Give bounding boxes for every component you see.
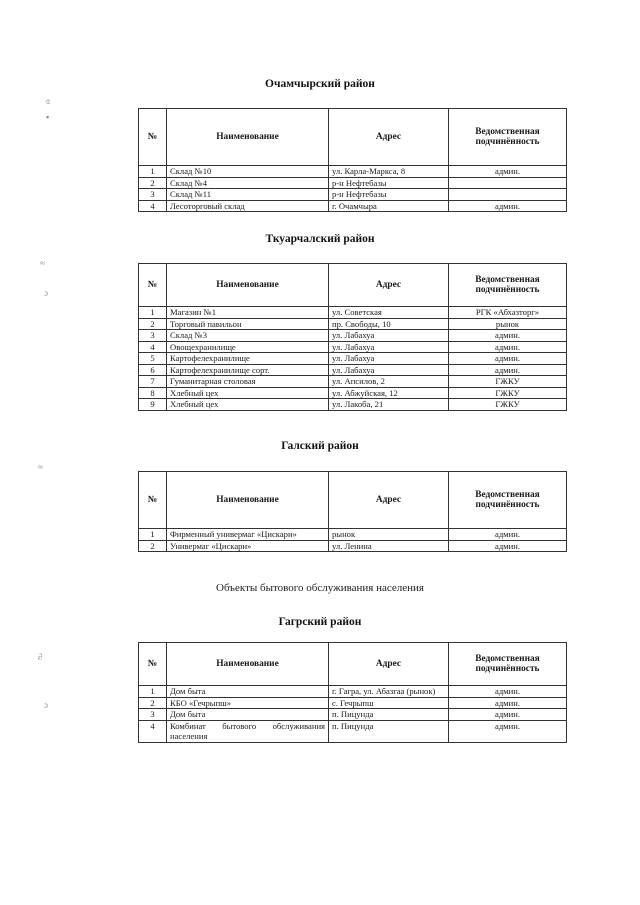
cell-num: 1 xyxy=(139,307,167,319)
cell-address: ул. Абжуйская, 12 xyxy=(329,387,449,399)
cell-name: Комбинат бытового обслуживания населения xyxy=(167,720,329,742)
table-row xyxy=(139,529,567,541)
table-row xyxy=(139,341,567,353)
cell-num: 4 xyxy=(139,341,167,353)
cell-dept: админ. xyxy=(449,200,567,212)
cell-name: Склад №3 xyxy=(167,330,329,342)
cell-num: 2 xyxy=(139,697,167,709)
cell-name: Склад №4 xyxy=(167,177,329,189)
section-title: Гагрский район xyxy=(278,616,362,628)
cell-num: 9 xyxy=(139,399,167,411)
col-dept-header: Ведомственная подчинённость xyxy=(449,109,567,166)
col-num-header: № xyxy=(139,643,167,686)
cell-address: ул. Карла-Маркса, 8 xyxy=(329,166,449,178)
scan-mark: ɞ xyxy=(46,96,50,106)
table-header-row xyxy=(139,109,567,166)
table-row xyxy=(139,686,567,698)
scan-mark: ∂ xyxy=(38,652,43,662)
section-table xyxy=(138,108,567,212)
cell-dept: админ. xyxy=(449,166,567,178)
cell-dept xyxy=(449,189,567,201)
cell-dept: админ. xyxy=(449,364,567,376)
col-num-header: № xyxy=(139,264,167,307)
cell-address: ул. Апсилов, 2 xyxy=(329,376,449,388)
cell-name: Фирменный универмаг «Цискари» xyxy=(167,529,329,541)
cell-dept xyxy=(449,177,567,189)
cell-name: Магазин №1 xyxy=(167,307,329,319)
cell-address: ул. Лабахуа xyxy=(329,341,449,353)
table-row xyxy=(139,540,567,552)
cell-address: п. Пицунда xyxy=(329,709,449,721)
col-num-header: № xyxy=(139,472,167,529)
table-row xyxy=(139,709,567,721)
cell-num: 3 xyxy=(139,330,167,342)
table-header-row xyxy=(139,643,567,686)
scan-mark: ɔ xyxy=(44,700,48,710)
table-row xyxy=(139,330,567,342)
table-row xyxy=(139,399,567,411)
table-row xyxy=(139,353,567,365)
cell-num: 6 xyxy=(139,364,167,376)
cell-dept: админ. xyxy=(449,353,567,365)
table-row xyxy=(139,364,567,376)
cell-dept: рынок xyxy=(449,318,567,330)
table-row xyxy=(139,697,567,709)
cell-name: Гуманитарная столовая xyxy=(167,376,329,388)
cell-address: ул. Лабахуа xyxy=(329,353,449,365)
cell-dept: админ. xyxy=(449,697,567,709)
cell-name: Хлебный цех xyxy=(167,387,329,399)
table-row xyxy=(139,387,567,399)
scan-mark: ≈ xyxy=(38,462,43,472)
cell-address: р-н Нефтебазы xyxy=(329,189,449,201)
cell-num: 7 xyxy=(139,376,167,388)
col-dept-header: Ведомственная подчинённость xyxy=(449,643,567,686)
cell-num: 8 xyxy=(139,387,167,399)
table-row xyxy=(139,720,567,742)
cell-num: 4 xyxy=(139,200,167,212)
cell-dept: админ. xyxy=(449,540,567,552)
cell-dept: админ. xyxy=(449,529,567,541)
section-subtitle: Объекты бытового обслуживания населения xyxy=(216,582,424,594)
cell-address: пр. Свободы, 10 xyxy=(329,318,449,330)
cell-name: Хлебный цех xyxy=(167,399,329,411)
cell-dept: ГЖКУ xyxy=(449,387,567,399)
col-address-header: Адрес xyxy=(329,472,449,529)
cell-name: Картофелехранилище xyxy=(167,353,329,365)
cell-address: ул. Ленина xyxy=(329,540,449,552)
cell-address: ул. Советская xyxy=(329,307,449,319)
col-dept-header: Ведомственная подчинённость xyxy=(449,264,567,307)
table-row xyxy=(139,200,567,212)
cell-num: 4 xyxy=(139,720,167,742)
cell-num: 1 xyxy=(139,529,167,541)
cell-address: ул. Лабахуа xyxy=(329,364,449,376)
scan-mark: ɔ xyxy=(44,288,48,298)
scan-mark: ▪ xyxy=(46,112,50,122)
cell-num: 2 xyxy=(139,177,167,189)
col-num-header: № xyxy=(139,109,167,166)
cell-dept: ГЖКУ xyxy=(449,376,567,388)
cell-address: рынок xyxy=(329,529,449,541)
cell-name: Картофелехранилище сорт. xyxy=(167,364,329,376)
scan-mark: ≈ xyxy=(40,258,45,268)
cell-name: Овощехранилище xyxy=(167,341,329,353)
cell-num: 2 xyxy=(139,540,167,552)
cell-name: Дом быта xyxy=(167,709,329,721)
section-title: Очамчырский район xyxy=(265,78,375,90)
cell-num: 5 xyxy=(139,353,167,365)
col-name-header: Наименование xyxy=(167,109,329,166)
cell-dept: админ. xyxy=(449,330,567,342)
table-header-row xyxy=(139,472,567,529)
col-address-header: Адрес xyxy=(329,109,449,166)
table-header-row xyxy=(139,264,567,307)
col-dept-header: Ведомственная подчинённость xyxy=(449,472,567,529)
cell-dept: админ. xyxy=(449,341,567,353)
section-table xyxy=(138,471,567,552)
cell-dept: админ. xyxy=(449,720,567,742)
cell-address: п. Пицунда xyxy=(329,720,449,742)
cell-address: с. Гечрыпш xyxy=(329,697,449,709)
cell-name: Склад №11 xyxy=(167,189,329,201)
cell-address: г. Очамчыра xyxy=(329,200,449,212)
cell-num: 1 xyxy=(139,686,167,698)
table-row xyxy=(139,307,567,319)
cell-address: ул. Лакоба, 21 xyxy=(329,399,449,411)
cell-dept: админ. xyxy=(449,686,567,698)
section-title: Ткуарчалский район xyxy=(265,233,375,245)
table-row xyxy=(139,376,567,388)
cell-address: г. Гагра, ул. Абазгаа (рынок) xyxy=(329,686,449,698)
cell-name: Торговый павильон xyxy=(167,318,329,330)
cell-address: ул. Лабахуа xyxy=(329,330,449,342)
cell-num: 2 xyxy=(139,318,167,330)
cell-num: 1 xyxy=(139,166,167,178)
section-title: Галский район xyxy=(281,440,359,452)
cell-dept: ГЖКУ xyxy=(449,399,567,411)
cell-address: р-н Нефтебазы xyxy=(329,177,449,189)
table-row xyxy=(139,189,567,201)
cell-num: 3 xyxy=(139,709,167,721)
col-address-header: Адрес xyxy=(329,264,449,307)
cell-name: Лесоторговый склад xyxy=(167,200,329,212)
cell-dept: РГК «Абхазторг» xyxy=(449,307,567,319)
section-table xyxy=(138,263,567,411)
cell-name: Дом быта xyxy=(167,686,329,698)
cell-name: Склад №10 xyxy=(167,166,329,178)
cell-name: КБО «Гечрыпш» xyxy=(167,697,329,709)
col-name-header: Наименование xyxy=(167,643,329,686)
col-name-header: Наименование xyxy=(167,264,329,307)
table-row xyxy=(139,318,567,330)
col-name-header: Наименование xyxy=(167,472,329,529)
col-address-header: Адрес xyxy=(329,643,449,686)
section-table xyxy=(138,642,567,743)
cell-name: Универмаг «Цискари» xyxy=(167,540,329,552)
table-row xyxy=(139,177,567,189)
cell-dept: админ. xyxy=(449,709,567,721)
cell-num: 3 xyxy=(139,189,167,201)
table-row xyxy=(139,166,567,178)
